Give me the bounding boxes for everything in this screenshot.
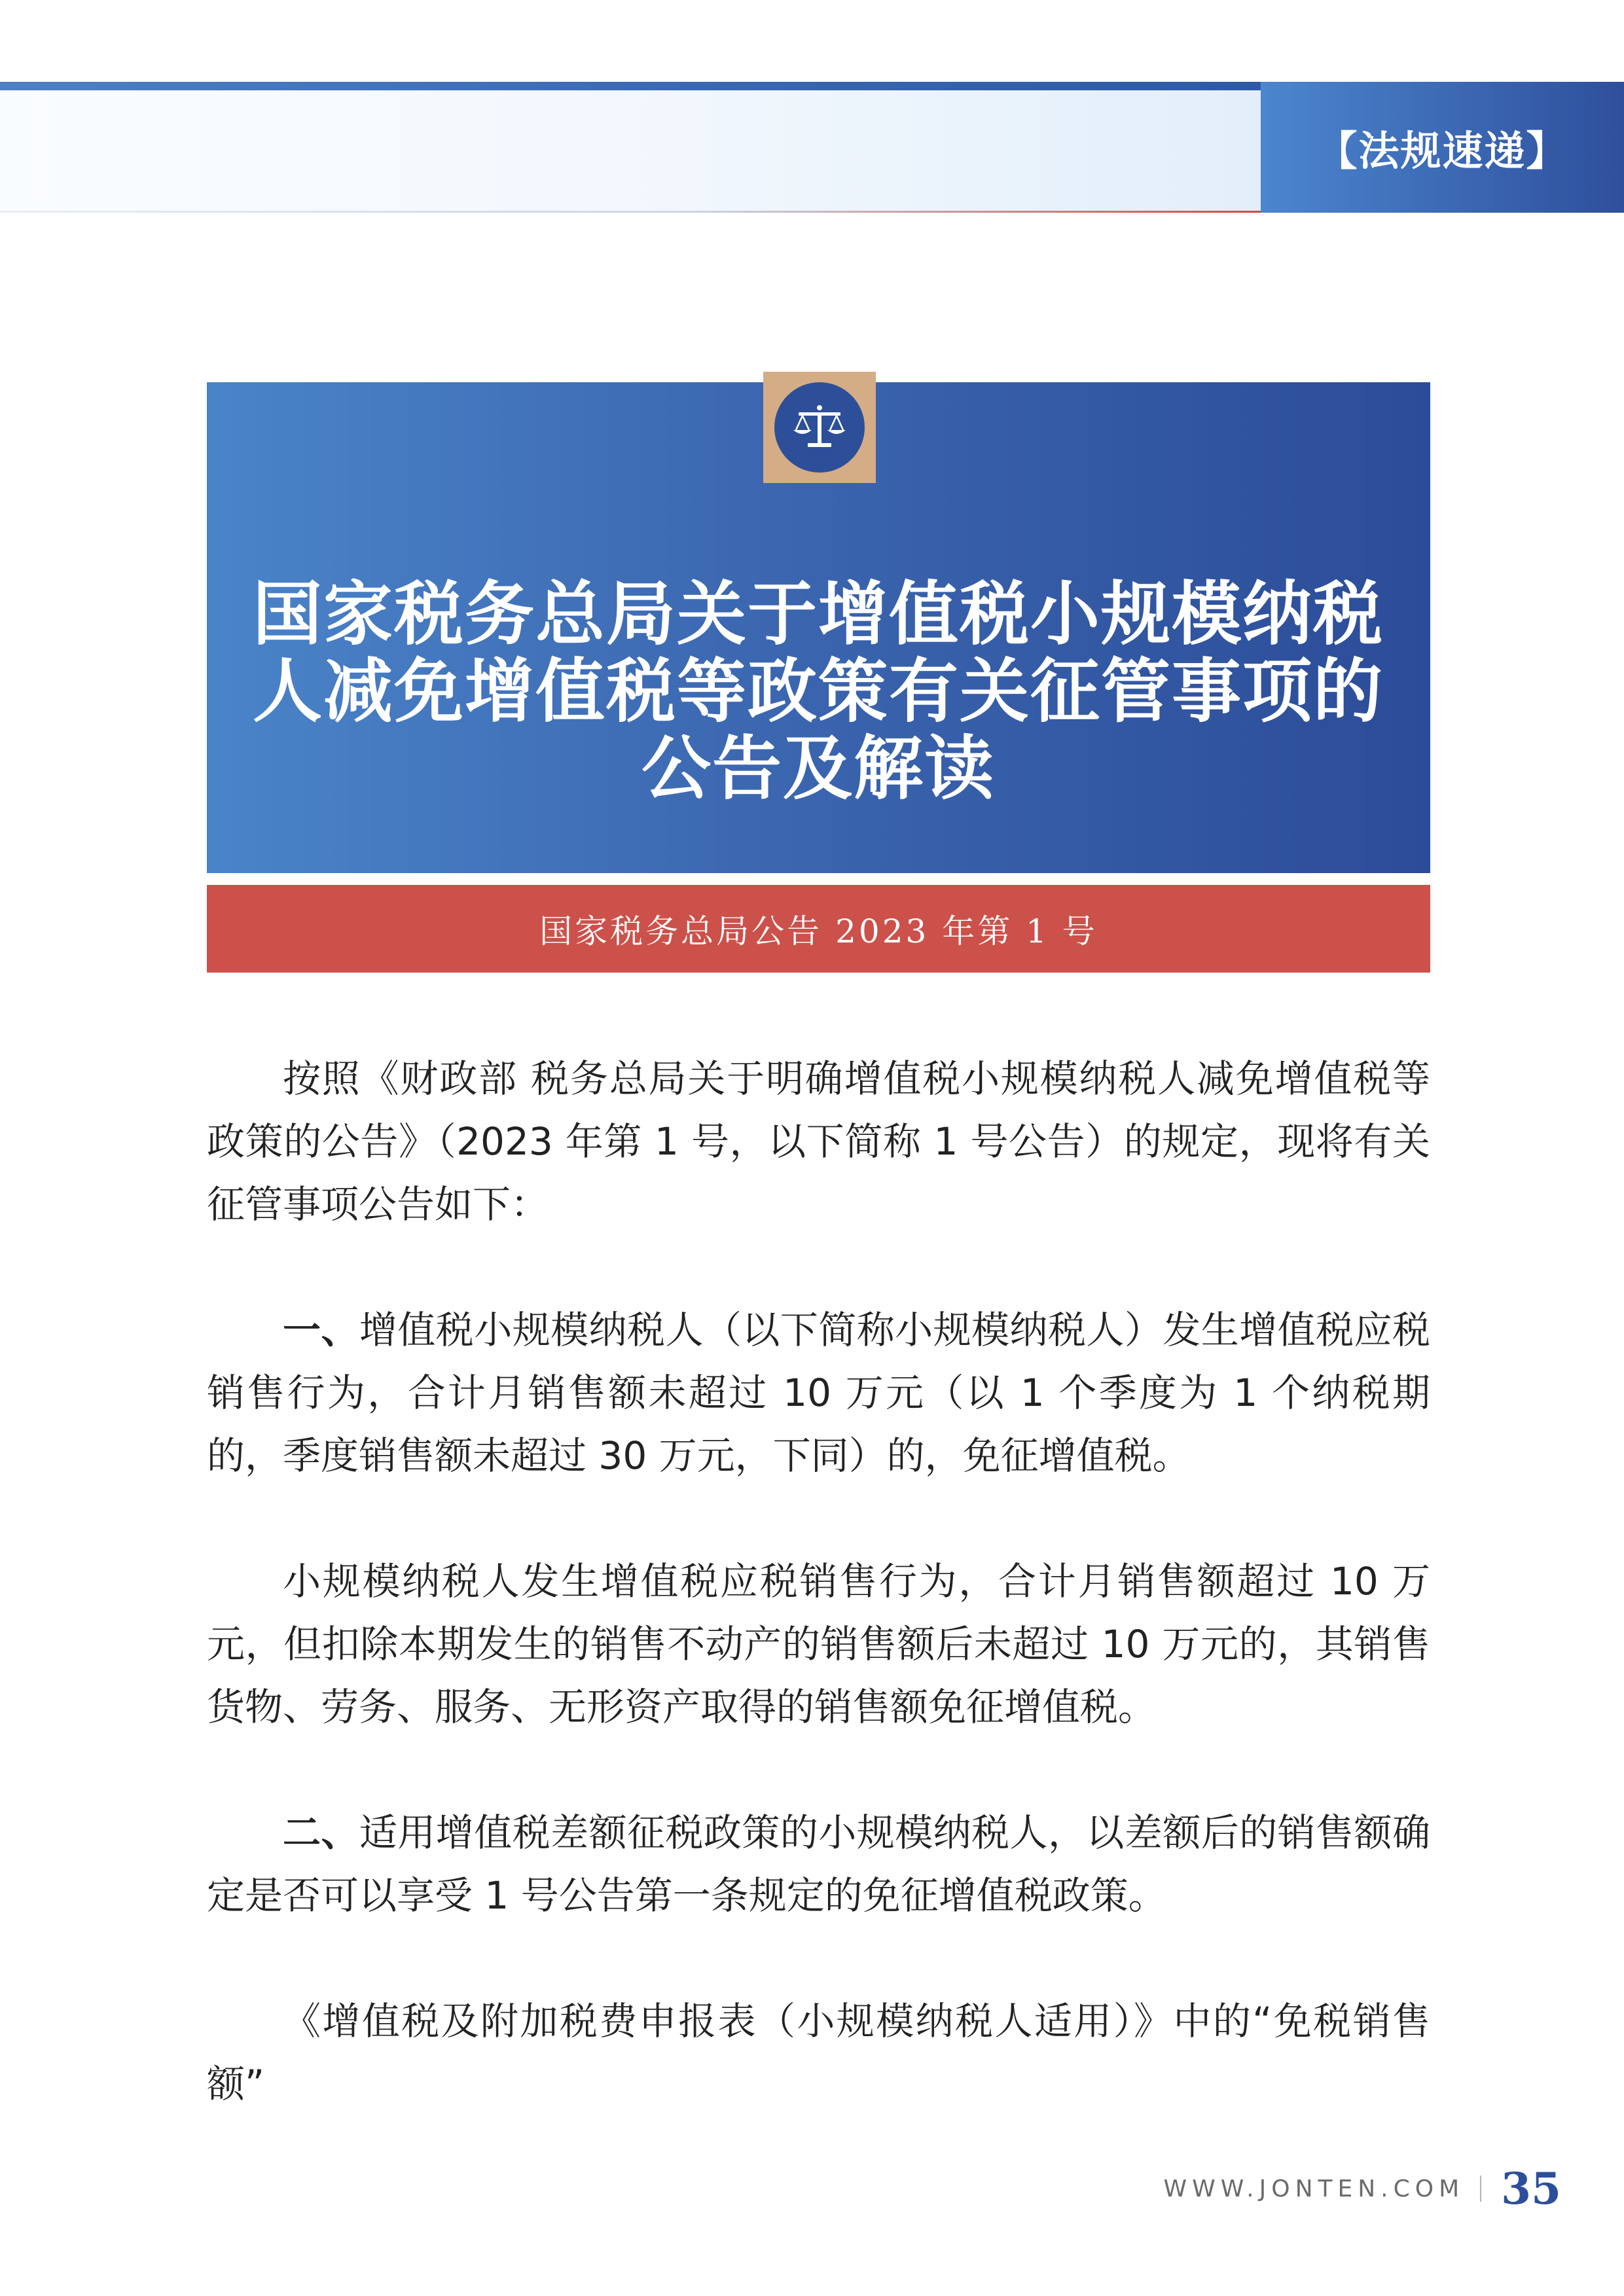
announcement-number-band	[207, 885, 1430, 973]
scales-of-justice-icon	[787, 395, 852, 460]
header-underline	[0, 211, 1261, 213]
article-body	[207, 1047, 1430, 2115]
section-tag: 【法规速递】	[1261, 82, 1624, 213]
body-paragraph	[207, 1047, 1430, 1236]
paragraph-text: 小规模纳税人发生增值税应税销售行为，合计月销售额超过 10 万元，但扣除本期发生的销售不动产的销售额后未超过 10 万元的，其销售货物、劳务、服务、无形资产取得的销售额免征增值税。	[207, 1559, 1430, 1729]
emblem-badge	[763, 372, 876, 483]
footer-divider	[1480, 2176, 1481, 2202]
header-band	[0, 90, 1261, 212]
body-paragraph	[207, 1990, 1430, 2115]
body-paragraph	[207, 1299, 1430, 1487]
emblem-circle	[774, 382, 865, 473]
announcement-number: 国家税务总局公告 2023 年第 1 号	[539, 912, 1098, 950]
header-top-rule	[0, 82, 1261, 90]
paragraph-text: 适用增值税差额征税政策的小规模纳税人，以差额后的销售额确定是否可以享受 1 号公告第一条规定的免征增值税政策。	[207, 1810, 1430, 1918]
article-title-line: 国家税务总局关于增值税小规模纳税	[253, 574, 1384, 655]
paragraph-text: 增值税小规模纳税人（以下简称小规模纳税人）发生增值税应税销售行为，合计月销售额未超过 10 万元（以 1 个季度为 1 个纳税期的，季度销售额未超过 30 万元，下同）的，免征增值税。	[207, 1308, 1430, 1478]
clause-number: 二、	[283, 1810, 359, 1855]
paragraph-text: 按照《财政部 税务总局关于明确增值税小规模纳税人减免增值税等政策的公告》（2023 年第 1 号，以下简称 1 号公告）的规定，现将有关征管事项公告如下：	[207, 1056, 1430, 1227]
article-title-line: 公告及解读	[641, 728, 995, 809]
body-paragraph	[207, 1550, 1430, 1738]
footer-website: WWW.JONTEN.COM	[1163, 2175, 1465, 2202]
body-paragraph	[207, 1801, 1430, 1927]
article-title-line: 人减免增值税等政策有关征管事项的	[253, 651, 1384, 732]
article-title	[229, 576, 1407, 808]
page-footer	[1164, 2162, 1561, 2215]
paragraph-text: 《增值税及附加税费申报表（小规模纳税人适用）》中的“免税销售额”	[207, 1999, 1430, 2106]
page-number: 35	[1501, 2163, 1561, 2214]
clause-number: 一、	[283, 1308, 359, 1352]
